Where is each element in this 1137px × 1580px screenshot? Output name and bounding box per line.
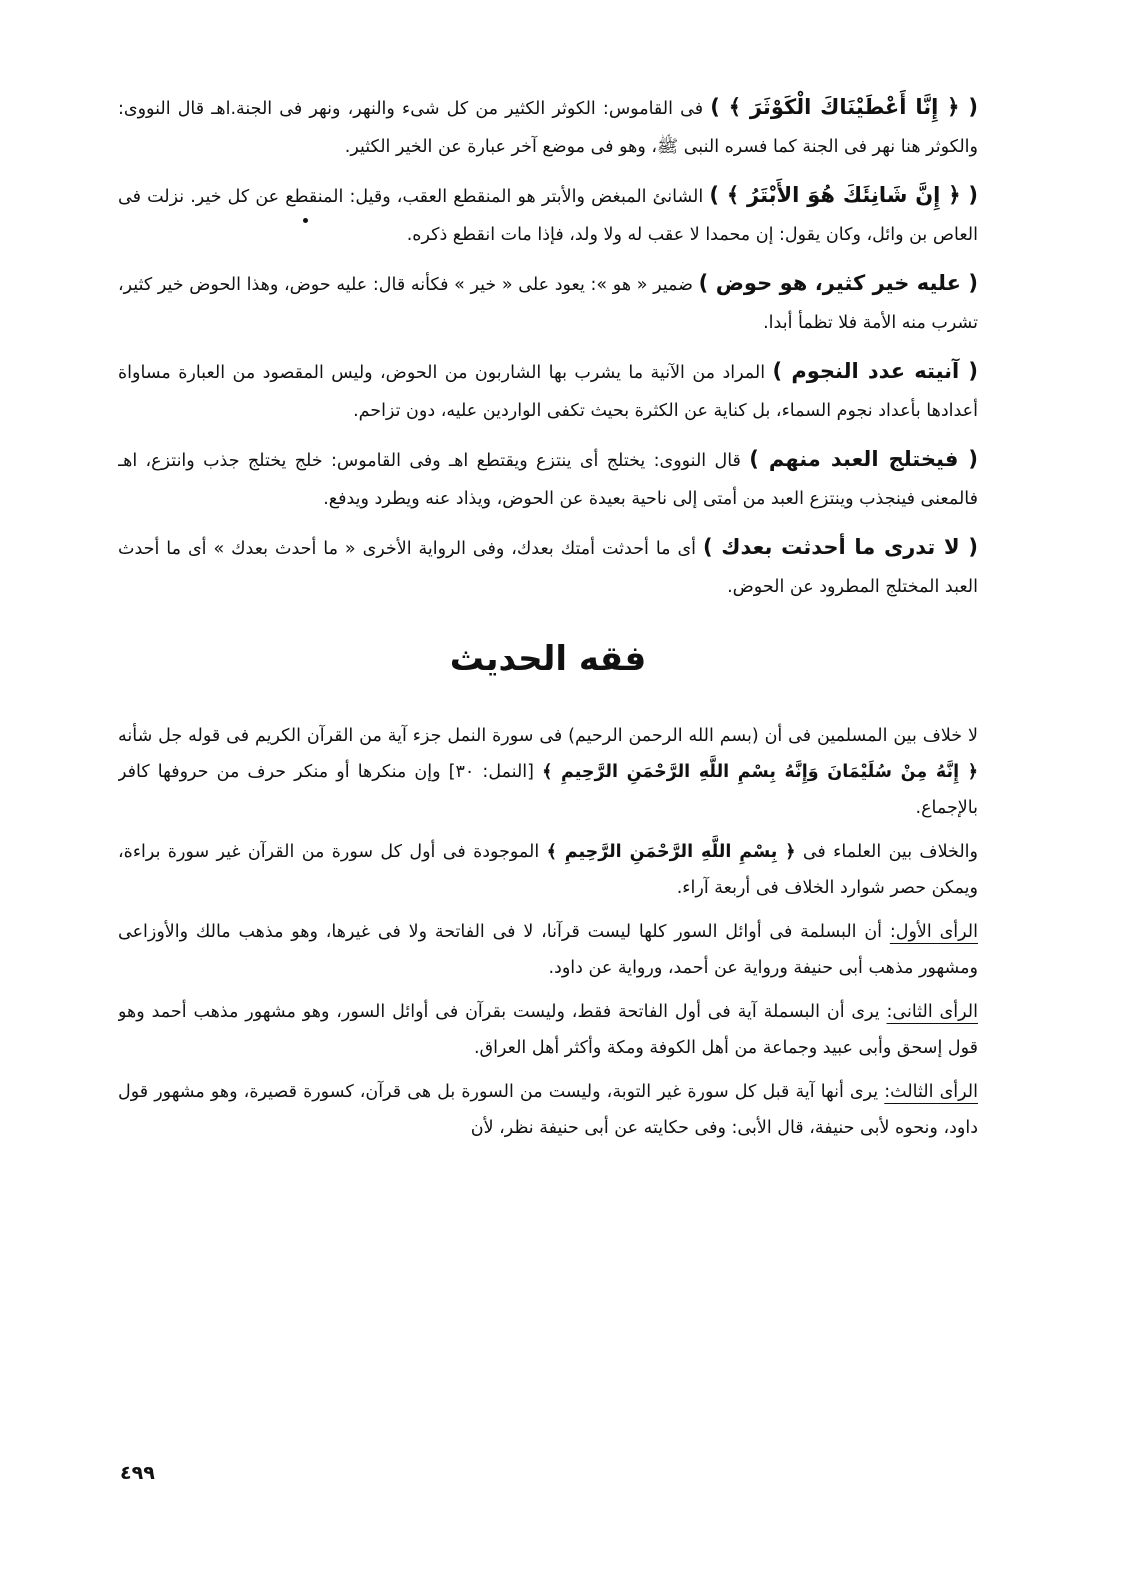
glossary-entry-ahdathat xyxy=(118,528,978,606)
glossary-explanation: المراد من الآنية ما يشرب بها الشاربون من الحوض، وليس المقصود من العبارة مساواة أعدادها بأعداد نجوم السماء، بل كناية عن الكثرة بحيث تكفى الواردين عليه، دون تزاحم. xyxy=(118,363,978,421)
quran-verse: ﴿ بِسْمِ اللَّهِ الرَّحْمَنِ الرَّحِيمِ ﴾ xyxy=(546,842,796,862)
glossary-lemma: ( فيختلج العبد منهم ) xyxy=(749,447,978,471)
glossary-lemma: ( ﴿ إِنَّا أَعْطَيْنَاكَ الْكَوْثَرَ ﴾ ) xyxy=(710,95,978,119)
paragraph-basmala-naml xyxy=(118,718,978,826)
glossary-lemma: ( عليه خير كثير، هو حوض ) xyxy=(698,271,978,295)
opinion-label: الرأى الثانى: xyxy=(886,1002,978,1022)
lemma-text: ﴿ إِنَّا أَعْطَيْنَاكَ الْكَوْثَرَ ﴾ xyxy=(728,95,960,119)
lemma-text: آنيته عدد النجوم xyxy=(791,359,960,383)
paragraph-text: الموجودة فى أول كل سورة من القرآن غير سورة براءة، ويمكن حصر شوارد الخلاف فى أربعة آراء. xyxy=(118,842,978,898)
glossary-entry-abtar xyxy=(118,176,978,254)
opinion-label: الرأى الثالث: xyxy=(884,1082,978,1102)
glossary-entry-yakhtalij xyxy=(118,440,978,518)
opinion-text: يرى أنها آية قبل كل سورة غير التوبة، وليست من السورة بل هى قرآن، كسورة قصيرة، وهو مشهور قول داود، ونحوه لأبى حنيفة، قال الأبى: وفى حكايته عن أبى حنيفة نظر، لأن xyxy=(118,1082,978,1138)
paragraph-text: [النمل: ٣٠] وإن منكرها أو منكر حرف من حروفها كافر بالإجماع. xyxy=(118,762,978,818)
glossary-explanation: قال النووى: يختلج أى ينتزع ويقتطع اهـ وفى القاموس: خلج يختلج جذب وانتزع، اهـ فالمعنى فينجذب وينتزع العبد من أمتى إلى ناحية بعيدة عن الحوض، ويذاد عنه ويطرد ويدفع. xyxy=(118,451,978,509)
paragraph-text: والخلاف بين العلماء فى xyxy=(802,842,978,862)
opinion-text: أن البسلمة فى أوائل السور كلها ليست قرآنا، لا فى الفاتحة ولا فى غيرها، وهو مذهب مالك والأوزاعى ومشهور مذهب أبى حنيفة ورواية عن أحمد، ورواية عن داود. xyxy=(118,922,978,978)
paragraph-scholars-disagreement xyxy=(118,834,978,906)
quran-verse: ﴿ إِنَّهُ مِنْ سُلَيْمَانَ وَإِنَّهُ بِسْمِ اللَّهِ الرَّحْمَنِ الرَّحِيمِ ﴾ xyxy=(542,762,978,782)
paragraph-text: لا خلاف بين المسلمين فى أن (بسم الله الرحمن الرحيم) فى سورة النمل جزء آية من القرآن الكريم فى قوله جل شأنه xyxy=(118,726,978,746)
glossary-explanation: الشانئ المبغض والأبتر هو المنقطع العقب، وقيل: المنقطع عن كل خير. نزلت فى العاص بن وائل، وكان يقول: إن محمدا لا عقب له ولا ولد، فإذا مات انقطع ذكره. xyxy=(118,187,978,245)
opinion-third xyxy=(118,1074,978,1146)
glossary-entry-aniyah xyxy=(118,352,978,430)
glossary-explanation: ضمير « هو »: يعود على « خير » فكأنه قال: عليه حوض، وهذا الحوض خير كثير، تشرب منه الأمة فلا تظمأ أبدا. xyxy=(118,275,978,333)
glossary-lemma: ( ﴿ إِنَّ شَانِئَكَ هُوَ الأَبْتَرُ ﴾ ) xyxy=(709,183,978,207)
glossary-lemma: ( لا تدرى ما أحدثت بعدك ) xyxy=(703,535,978,559)
opinion-second xyxy=(118,994,978,1066)
opinion-first xyxy=(118,914,978,986)
lemma-text: لا تدرى ما أحدثت بعدك xyxy=(721,535,960,559)
opinion-label: الرأى الأول: xyxy=(889,922,978,942)
glossary-lemma: ( آنيته عدد النجوم ) xyxy=(772,359,978,383)
opinion-text: يرى أن البسملة آية فى أول الفاتحة فقط، وليست بقرآن فى أوائل السور، وهو مشهور مذهب أحمد وهو قول إسحق وأبى عبيد وجماعة من أهل الكوفة ومكة وأكثر أهل العراق. xyxy=(118,1002,978,1058)
page-number: ٤٩٩ xyxy=(120,1462,155,1484)
lemma-text: فيختلج العبد منهم xyxy=(768,447,959,471)
glossary-explanation: فى القاموس: الكوثر الكثير من كل شىء والنهر، ونهر فى الجنة.اهـ قال النووى: والكوثر هنا نهر فى الجنة كما فسره النبى ﷺ، وهو فى موضع آخر عبارة عن الخير الكثير. xyxy=(118,99,978,157)
lemma-text: عليه خير كثير، هو حوض xyxy=(715,271,961,295)
section-title: فقه الحديث xyxy=(449,639,647,679)
glossary-explanation: أى ما أحدثت أمتك بعدك، وفى الرواية الأخرى « ما أحدث بعدك » أى ما أحدث العبد المختلج المطرود عن الحوض. xyxy=(118,539,978,597)
lemma-text: ﴿ إِنَّ شَانِئَكَ هُوَ الأَبْتَرُ ﴾ xyxy=(726,183,961,207)
page-body xyxy=(118,88,978,1528)
glossary-entry-hawd xyxy=(118,264,978,342)
glossary-entry-kawthar xyxy=(118,88,978,166)
